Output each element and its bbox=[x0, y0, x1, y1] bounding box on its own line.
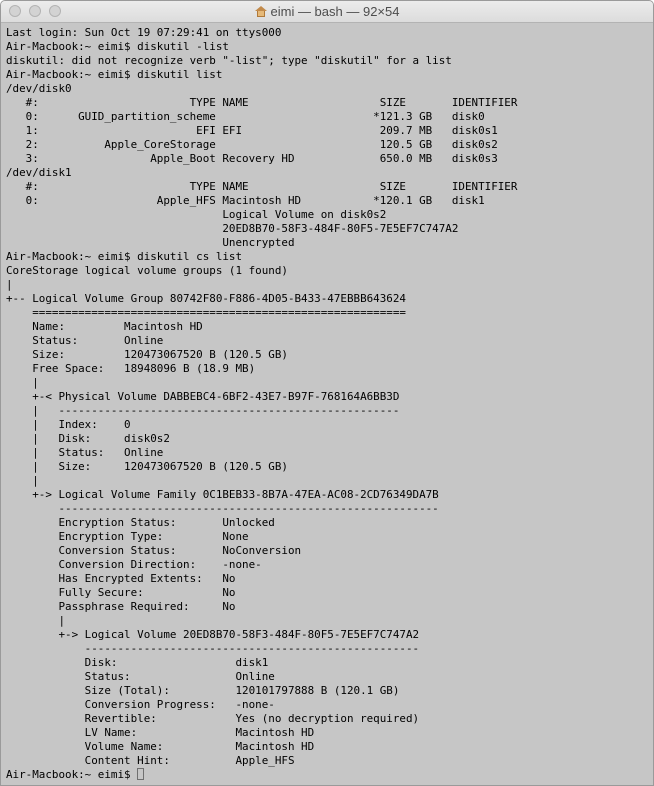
terminal-line: | Status: Online bbox=[6, 446, 164, 459]
terminal-line: ========================================================= bbox=[6, 306, 406, 319]
terminal-line: +-- Logical Volume Group 80742F80-F886-4D05-B433-47EBBB643624 bbox=[6, 292, 406, 305]
terminal-line: 1: EFI EFI 209.7 MB disk0s1 bbox=[6, 124, 498, 137]
title-bar[interactable] bbox=[1, 1, 653, 23]
terminal-line: #: TYPE NAME SIZE IDENTIFIER bbox=[6, 96, 518, 109]
terminal-line: Encryption Type: None bbox=[6, 530, 249, 543]
terminal-line: Unencrypted bbox=[6, 236, 295, 249]
terminal-line: Revertible: Yes (no decryption required) bbox=[6, 712, 420, 725]
terminal-line: /dev/disk1 bbox=[6, 166, 72, 179]
terminal-line: +-> Logical Volume 20ED8B70-58F3-484F-80F5-7E5EF7C747A2 bbox=[6, 628, 420, 641]
shell-prompt: Air-Macbook:~ eimi$ bbox=[6, 768, 138, 781]
terminal-line: Encryption Status: Unlocked bbox=[6, 516, 275, 529]
terminal-line: Size (Total): 120101797888 B (120.1 GB) bbox=[6, 684, 400, 697]
terminal-line: diskutil: did not recognize verb "-list"; type "diskutil" for a list bbox=[6, 54, 452, 67]
terminal-line: Logical Volume on disk0s2 bbox=[6, 208, 387, 221]
terminal-line: | bbox=[6, 376, 39, 389]
terminal-line: | Index: 0 bbox=[6, 418, 131, 431]
terminal-line: #: TYPE NAME SIZE IDENTIFIER bbox=[6, 180, 518, 193]
terminal-line: Size: 120473067520 B (120.5 GB) bbox=[6, 348, 288, 361]
terminal-line: Air-Macbook:~ eimi$ diskutil cs list bbox=[6, 250, 243, 263]
terminal-line: | Disk: disk0s2 bbox=[6, 432, 170, 445]
terminal-line: Conversion Progress: -none- bbox=[6, 698, 275, 711]
terminal-line: 2: Apple_CoreStorage 120.5 GB disk0s2 bbox=[6, 138, 498, 151]
terminal-line: +-< Physical Volume DABBEBC4-6BF2-43E7-B97F-768164A6BB3D bbox=[6, 390, 400, 403]
terminal-line: --------------------------------------------------- bbox=[6, 642, 420, 655]
terminal-line: CoreStorage logical volume groups (1 found) bbox=[6, 264, 288, 277]
terminal-line: | ---------------------------------------------------- bbox=[6, 404, 400, 417]
terminal-line: Free Space: 18948096 B (18.9 MB) bbox=[6, 362, 256, 375]
terminal-line: LV Name: Macintosh HD bbox=[6, 726, 315, 739]
terminal-line: Conversion Direction: -none- bbox=[6, 558, 262, 571]
home-icon bbox=[255, 6, 267, 17]
terminal-line: Has Encrypted Extents: No bbox=[6, 572, 236, 585]
terminal-line: Volume Name: Macintosh HD bbox=[6, 740, 315, 753]
terminal-line: Status: Online bbox=[6, 670, 275, 683]
terminal-line: Content Hint: Apple_HFS bbox=[6, 754, 295, 767]
prompt-line[interactable] bbox=[6, 768, 517, 782]
terminal-line: Disk: disk1 bbox=[6, 656, 269, 669]
text-cursor[interactable] bbox=[137, 768, 144, 780]
terminal-line: 20ED8B70-58F3-484F-80F5-7E5EF7C747A2 bbox=[6, 222, 459, 235]
terminal-line: | bbox=[6, 614, 66, 627]
terminal-line: Passphrase Required: No bbox=[6, 600, 236, 613]
terminal-line: ---------------------------------------------------------- bbox=[6, 502, 439, 515]
terminal-line: +-> Logical Volume Family 0C1BEB33-8B7A-47EA-AC08-2CD76349DA7B bbox=[6, 488, 439, 501]
terminal-line: | Size: 120473067520 B (120.5 GB) bbox=[6, 460, 288, 473]
window-title bbox=[1, 4, 653, 19]
terminal-line: | bbox=[6, 278, 13, 291]
terminal-output-area[interactable] bbox=[1, 23, 653, 785]
terminal-line: /dev/disk0 bbox=[6, 82, 72, 95]
terminal-line: Status: Online bbox=[6, 334, 164, 347]
terminal-line: 3: Apple_Boot Recovery HD 650.0 MB disk0s3 bbox=[6, 152, 498, 165]
terminal-output bbox=[6, 26, 517, 782]
terminal-line: Last login: Sun Oct 19 07:29:41 on ttys000 bbox=[6, 26, 282, 39]
terminal-line: 0: GUID_partition_scheme *121.3 GB disk0 bbox=[6, 110, 485, 123]
terminal-line: Air-Macbook:~ eimi$ diskutil list bbox=[6, 68, 223, 81]
terminal-line: Air-Macbook:~ eimi$ diskutil -list bbox=[6, 40, 229, 53]
terminal-line: Conversion Status: NoConversion bbox=[6, 544, 302, 557]
terminal-line: Name: Macintosh HD bbox=[6, 320, 203, 333]
terminal-line: 0: Apple_HFS Macintosh HD *120.1 GB disk1 bbox=[6, 194, 485, 207]
terminal-line: Fully Secure: No bbox=[6, 586, 236, 599]
window-title-text: eimi — bash — 92×54 bbox=[270, 4, 400, 19]
terminal-line: | bbox=[6, 474, 39, 487]
